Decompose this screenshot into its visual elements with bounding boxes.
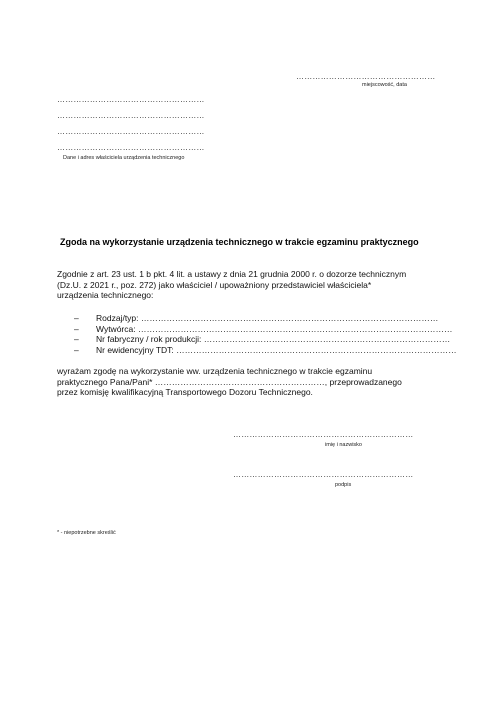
footnote: * - niepotrzebne skreślić [57, 530, 116, 536]
field-serial-year-label: Nr fabryczny / rok produkcji: [96, 334, 204, 344]
field-registry-number: – Nr ewidencyjny TDT: ……………………………………………………………………………………… [74, 344, 457, 355]
field-type: – Rodzaj/typ: …………………………………………………………………………………………… [74, 313, 439, 323]
document-title: Zgoda na wykorzystanie urządzenia technicznego w trakcie egzaminu praktycznego [60, 237, 419, 247]
name-label: imię i nazwisko [325, 442, 362, 448]
field-serial-year: – Nr fabryczny / rok produkcji: …………………………………………………………………………… [74, 334, 451, 344]
place-date-line: …………………………………………… [296, 72, 436, 81]
consent-line-1: wyrażam zgodę na wykorzystanie ww. urządzenia technicznego w trakcie egzaminu [57, 366, 373, 376]
owner-line-1: ……………………………………………… [57, 95, 205, 104]
intro-line-3: urządzenia technicznego: [57, 290, 154, 300]
field-type-dots: …………………………………………………………………………………………… [140, 313, 439, 323]
intro-line-2: (Dz.U. z 2021 r., poz. 272) jako właściciel / upoważniony przedstawiciel właściciela* [57, 279, 372, 290]
consent-line-2: praktycznego Pana/Pani* ……………………………………………………, przeprowadzanego [57, 376, 402, 387]
owner-line-2: ……………………………………………… [57, 111, 205, 120]
owner-label: Dane i adres właściciela urządzenia technicznego [63, 155, 185, 161]
field-manufacturer-dots: ………………………………………………………………………………………………… [137, 323, 453, 334]
signature-line: ………………………………………………………… [233, 470, 414, 479]
owner-line-4: ……………………………………………… [57, 143, 205, 152]
field-type-label: Rodzaj/typ: [96, 313, 141, 323]
field-manufacturer-label: Wytwórca: [96, 323, 138, 334]
place-date-label: miejscowość, data [362, 82, 407, 88]
signature-label: podpis [335, 482, 352, 488]
name-line: ………………………………………………………… [233, 430, 414, 439]
owner-line-3: ……………………………………………… [57, 127, 205, 136]
field-serial-year-dots: …………………………………………………………………………… [203, 334, 451, 344]
field-manufacturer: – Wytwórca: ………………………………………………………………………………………………… [74, 323, 453, 334]
device-fields [74, 313, 457, 355]
consent-line-3: przez komisję kwalifikacyjną Transportowego Dozoru Technicznego. [57, 387, 313, 397]
consent-paragraph [57, 366, 443, 398]
field-registry-number-label: Nr ewidencyjny TDT: [96, 344, 177, 355]
intro-line-1: Zgodnie z art. 23 ust. 1 b pkt. 4 lit. a ustawy z dnia 21 grudnia 2000 r. o dozorze technicznym [57, 269, 407, 279]
intro-paragraph [57, 269, 443, 301]
field-registry-number-dots: ……………………………………………………………………………………… [176, 344, 457, 355]
